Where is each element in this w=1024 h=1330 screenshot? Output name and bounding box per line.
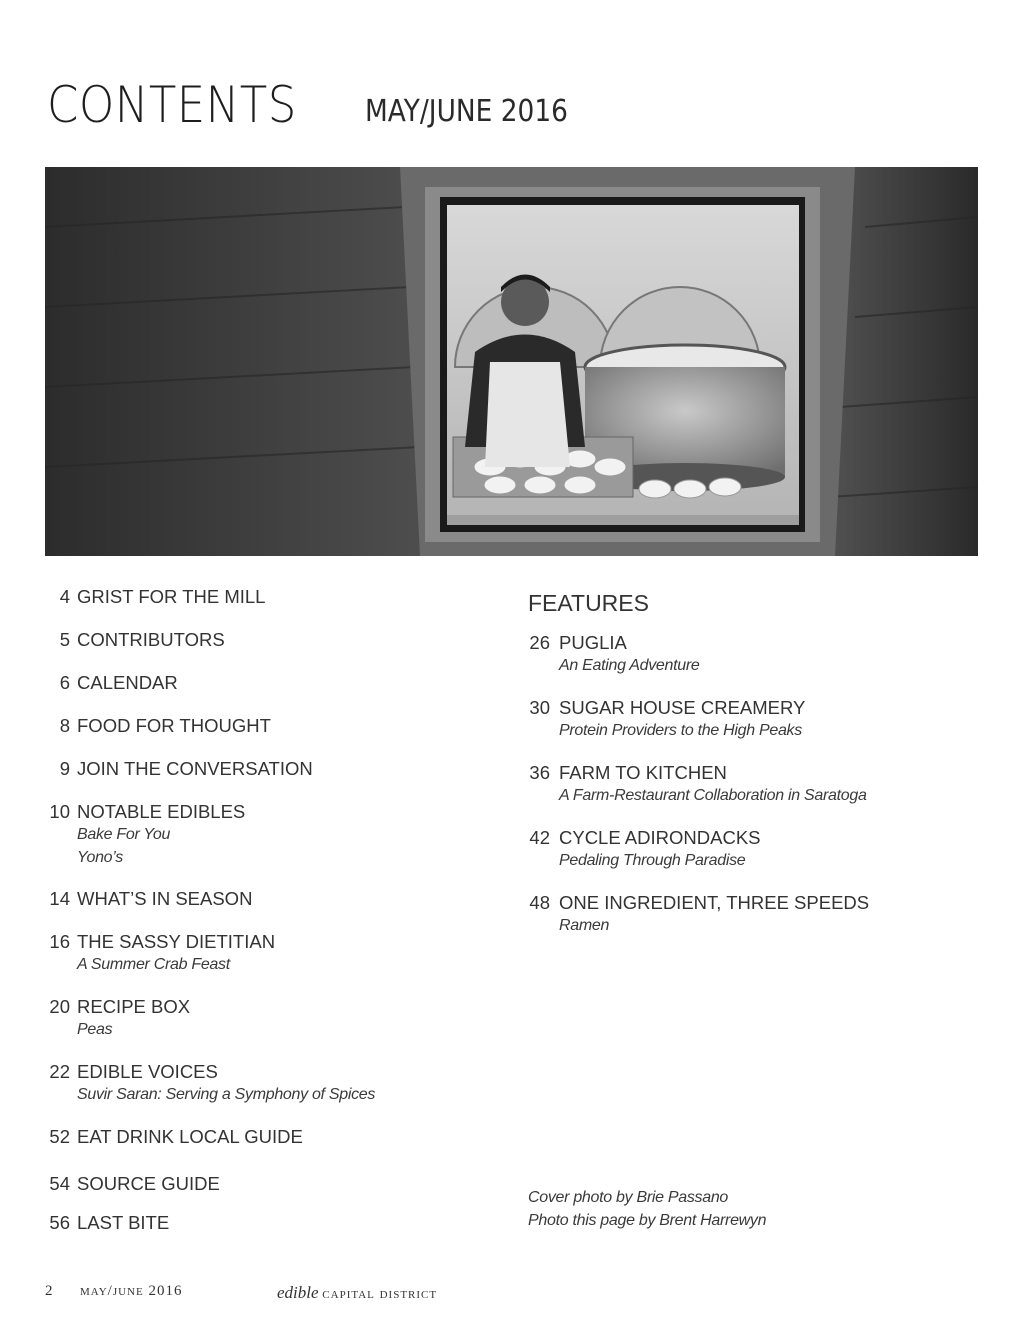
page-number: 22 — [49, 1061, 70, 1082]
feature-photo — [45, 167, 978, 556]
page-number: 20 — [49, 996, 70, 1017]
toc-subtitle: Protein Providers to the High Peaks — [559, 722, 802, 739]
toc-title: THE SASSY DIETITIAN — [77, 931, 276, 952]
photo-credits — [528, 1186, 766, 1232]
footer-region: capital district — [322, 1286, 438, 1302]
toc-subtitle: Pedaling Through Paradise — [559, 852, 746, 869]
page-number: 9 — [59, 758, 70, 779]
toc-item[interactable] — [40, 887, 500, 910]
toc-subtitle: Bake For You — [77, 826, 171, 843]
page-photo-credit: Photo this page by Brent Harrewyn — [528, 1212, 767, 1229]
toc-subtitle: A Summer Crab Feast — [77, 956, 230, 973]
page-number: 48 — [529, 892, 550, 913]
toc-item[interactable] — [40, 1172, 500, 1195]
toc-item[interactable] — [40, 930, 500, 976]
toc-title: CONTRIBUTORS — [77, 629, 225, 650]
toc-item[interactable] — [40, 671, 500, 694]
page-number: 52 — [49, 1126, 70, 1147]
toc-title: FOOD FOR THOUGHT — [77, 715, 271, 736]
page-number: 10 — [49, 801, 70, 822]
toc-item[interactable] — [40, 628, 500, 651]
page-number: 54 — [49, 1173, 70, 1194]
toc-title: WHAT’S IN SEASON — [77, 888, 253, 909]
features-list — [528, 585, 988, 937]
page-number: 36 — [529, 762, 550, 783]
footer-publication — [277, 1283, 437, 1303]
toc-title: GRIST FOR THE MILL — [77, 586, 266, 607]
issue-date: MAY/JUNE 2016 — [365, 94, 568, 129]
features-heading: FEATURES — [528, 590, 649, 616]
page-number: 14 — [49, 888, 70, 909]
toc-subtitle: Ramen — [559, 917, 610, 934]
footer-page-number: 2 — [45, 1283, 53, 1299]
toc-title: EDIBLE VOICES — [77, 1061, 218, 1082]
page-number: 4 — [59, 586, 70, 607]
page-title: CONTENTS — [47, 76, 297, 134]
toc-item[interactable] — [40, 1125, 500, 1148]
toc-title: RECIPE BOX — [77, 996, 191, 1017]
toc-subtitle: Suvir Saran: Serving a Symphony of Spices — [77, 1086, 376, 1103]
toc-title: JOIN THE CONVERSATION — [77, 758, 313, 779]
toc-item[interactable] — [40, 585, 500, 608]
page-number: 6 — [59, 672, 70, 693]
departments-list — [40, 585, 500, 1234]
toc-title: ONE INGREDIENT, THREE SPEEDS — [559, 892, 870, 913]
toc-title: EAT DRINK LOCAL GUIDE — [77, 1126, 303, 1147]
toc-item[interactable] — [528, 696, 988, 742]
page-number: 8 — [59, 715, 70, 736]
toc-subtitle: An Eating Adventure — [559, 657, 700, 674]
footer-brand: edible — [277, 1283, 319, 1302]
toc-item[interactable] — [528, 761, 988, 807]
toc-item[interactable] — [40, 1211, 500, 1234]
toc-title: CYCLE ADIRONDACKS — [559, 827, 761, 848]
toc-title: CALENDAR — [77, 672, 178, 693]
page-number: 56 — [49, 1212, 70, 1233]
page-number: 42 — [529, 827, 550, 848]
toc-subtitle: Yono’s — [77, 849, 123, 866]
toc-title: LAST BITE — [77, 1212, 170, 1233]
toc-item[interactable] — [528, 826, 988, 872]
toc-title: SOURCE GUIDE — [77, 1173, 220, 1194]
toc-subtitle: Peas — [77, 1021, 113, 1038]
toc-title: PUGLIA — [559, 632, 627, 653]
toc-item[interactable] — [40, 1060, 500, 1106]
toc-item[interactable] — [40, 800, 500, 869]
footer-issue-date: may/june 2016 — [80, 1283, 183, 1299]
toc-subtitle: A Farm-Restaurant Collaboration in Saratoga — [559, 787, 867, 804]
toc-title: SUGAR HOUSE CREAMERY — [559, 697, 806, 718]
cover-credit: Cover photo by Brie Passano — [528, 1189, 729, 1206]
toc-item[interactable] — [40, 995, 500, 1041]
toc-item[interactable] — [40, 714, 500, 737]
page-number: 26 — [529, 632, 550, 653]
toc-item[interactable] — [528, 891, 988, 937]
toc-item[interactable] — [528, 631, 988, 677]
toc-title: FARM TO KITCHEN — [559, 762, 727, 783]
toc-title: NOTABLE EDIBLES — [77, 801, 246, 822]
page-number: 30 — [529, 697, 550, 718]
page-number: 16 — [49, 931, 70, 952]
page-number: 5 — [59, 629, 70, 650]
toc-item[interactable] — [40, 757, 500, 780]
